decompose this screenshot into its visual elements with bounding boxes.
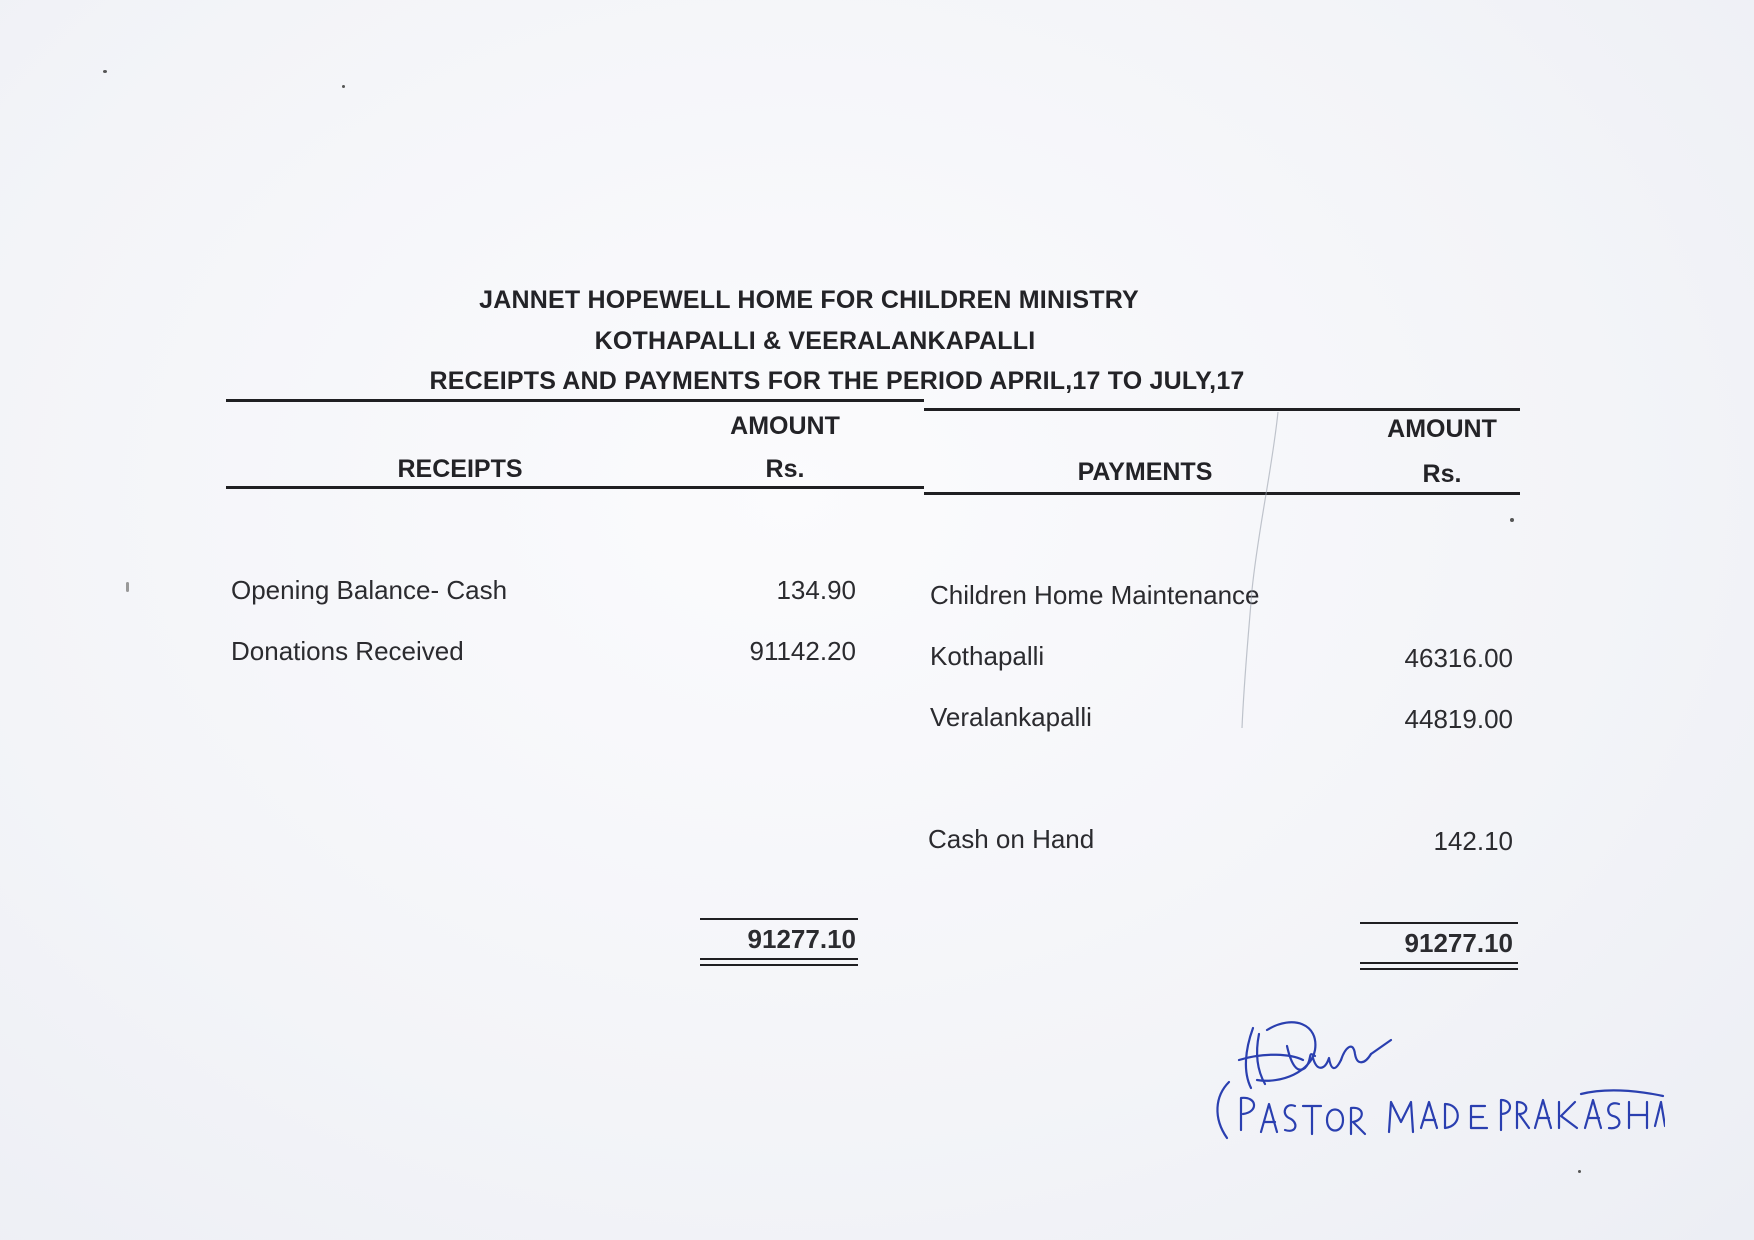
receipts-total-top-rule [700,918,858,920]
header-top-rule-left [226,399,924,402]
signature-stamp [1195,1010,1665,1160]
receipts-total: 91277.10 [747,924,856,954]
period-subtitle: RECEIPTS AND PAYMENTS FOR THE PERIOD APRIL,17 TO JULY,17 [429,367,1245,395]
receipt-amount-donations: 91142.20 [749,636,856,666]
payments-column-header: PAYMENTS [1077,458,1213,486]
receipt-label-opening-balance: Opening Balance- Cash [231,575,508,605]
payment-amount-veralankapalli: 44819.00 [1404,704,1513,734]
payment-amount-kothapalli: 46316.00 [1404,643,1513,673]
fold-line [1240,410,1290,730]
payments-total-double-rule-2 [1360,968,1518,970]
receipts-column-header: RECEIPTS [397,455,523,483]
location-subtitle: KOTHAPALLI & VEERALANKAPALLI [594,327,1036,355]
payments-total-top-rule [1360,922,1518,924]
header-top-rule-right [924,408,1520,411]
receipt-amount-opening-balance: 134.90 [776,575,856,605]
organization-title: JANNET HOPEWELL HOME FOR CHILDREN MINISTRY [479,286,1139,314]
paper-speck [342,85,345,88]
payment-label-veralankapalli: Veralankapalli [930,702,1092,732]
receipts-currency-header: Rs. [765,455,805,483]
payments-total: 91277.10 [1404,928,1513,958]
payments-currency-header: Rs. [1422,460,1462,488]
paper-speck [1578,1170,1581,1173]
header-bottom-rule-left [226,486,924,489]
payment-label-children-home: Children Home Maintenance [930,580,1260,610]
receipts-total-double-rule-1 [700,958,858,960]
payment-label-cash-on-hand: Cash on Hand [928,824,1095,854]
payment-label-kothapalli: Kothapalli [930,641,1045,671]
payment-amount-cash-on-hand: 142.10 [1433,826,1513,856]
header-bottom-rule-right [924,492,1520,495]
paper-speck [1510,518,1514,522]
paper-speck [103,70,107,73]
receipts-total-double-rule-2 [700,964,858,966]
receipts-amount-header: AMOUNT [730,412,840,440]
paper-speck [126,582,129,592]
receipt-label-donations: Donations Received [231,636,464,666]
payments-amount-header: AMOUNT [1387,415,1497,443]
payments-total-double-rule-1 [1360,962,1518,964]
